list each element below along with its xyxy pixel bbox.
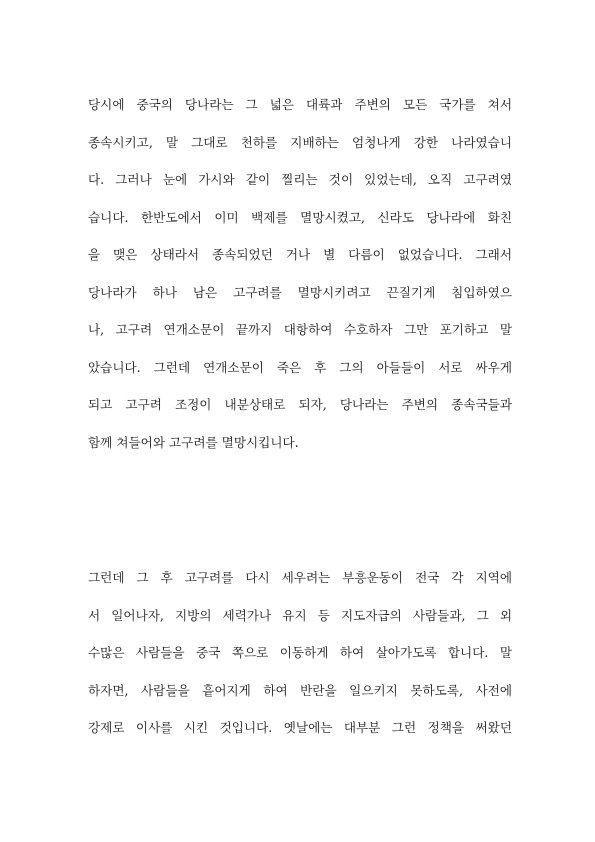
text-line: 나, 고구려 연개소문이 끝까지 대항하여 수호하자 그만 포기하고 말 (88, 322, 512, 337)
text-line: 그런데 그 후 고구려를 다시 세우려는 부흥운동이 전국 각 지역에 (88, 570, 512, 585)
text-line: 되고 고구려 조정이 내분상태로 되자, 당나라는 주변의 종속국들과 (88, 397, 512, 412)
text-line: 강제로 이사를 시킨 것입니다. 옛날에는 대부분 그런 정책을 써왔던 (88, 720, 512, 735)
text-line: 당나라가 하나 남은 고구려를 멸망시키려고 끈질기게 침입하였으 (88, 284, 512, 300)
text-line: 당시에 중국의 당나라는 그 넓은 대륙과 주변의 모든 국가를 쳐서 (88, 97, 512, 112)
text-line: 서 일어나자, 지방의 세력가나 유지 등 지도자급의 사람들과, 그 외 (88, 607, 512, 623)
body-paragraph (88, 95, 512, 470)
text-line: 았습니다. 그런데 연개소문이 죽은 후 그의 아들들이 서로 싸우게 (88, 359, 512, 375)
text-line: 수많은 사람들을 중국 쪽으로 이동하게 하여 살아가도록 합니다. 말 (88, 645, 512, 660)
body-paragraph (88, 568, 512, 756)
text-line: 종속시키고, 말 그대로 천하를 지배하는 엄청나게 강한 나라였습니 (88, 134, 512, 150)
text-line: 하자면, 사람들을 흩어지게 하여 반란을 일으키지 못하도록, 사전에 (88, 682, 512, 698)
text-line: 습니다. 한반도에서 이미 백제를 멸망시켰고, 신라도 당나라에 화친 (88, 209, 512, 225)
text-line: 을 맺은 상태라서 종속되었던 거나 별 다름이 없었습니다. 그래서 (88, 247, 512, 262)
text-line: 다. 그러나 눈에 가시와 같이 찔리는 것이 있었는데, 오직 고구려였 (88, 172, 512, 187)
text-line: 함께 쳐들어와 고구려를 멸망시킵니다. (88, 434, 299, 450)
